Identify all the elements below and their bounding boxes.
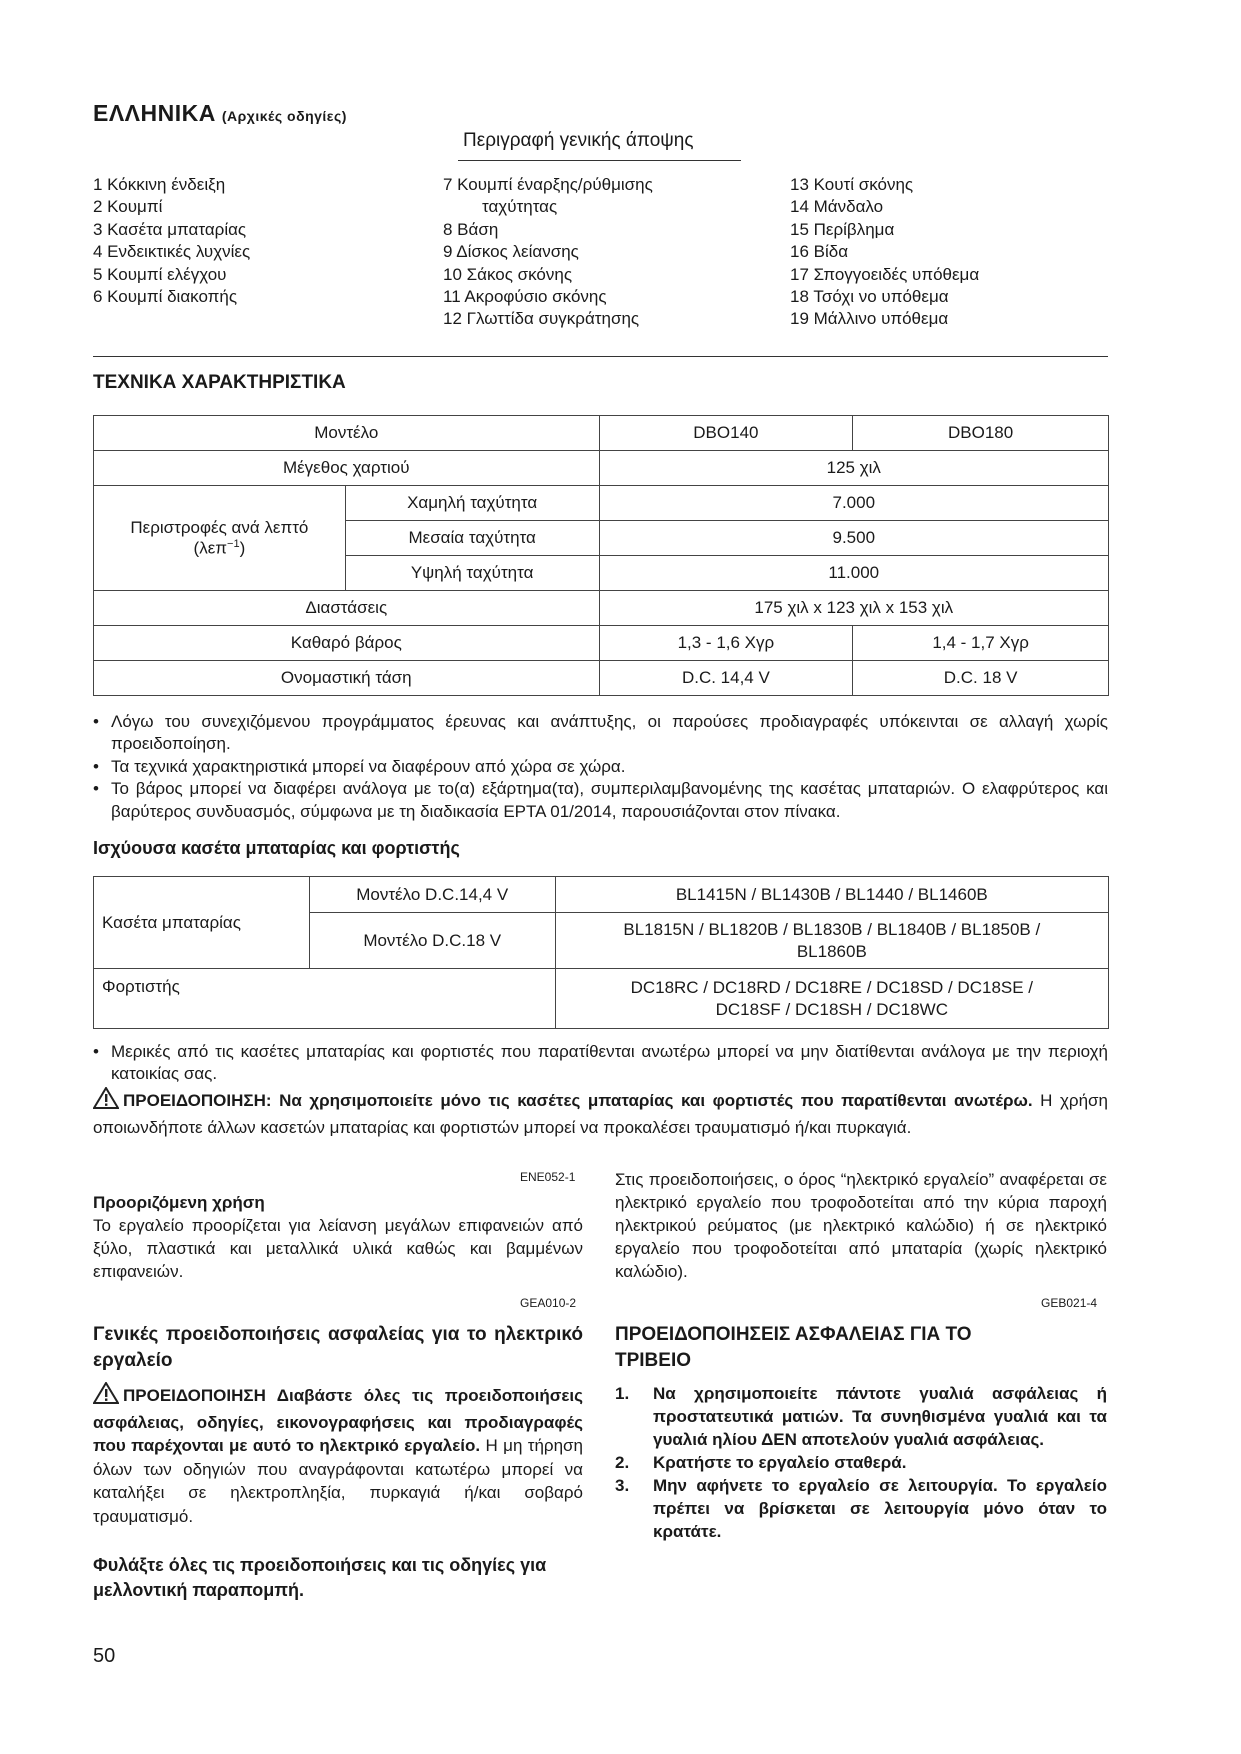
keep-instructions: Φυλάξτε όλες τις προειδοποιήσεις και τις οδηγίες για μελλοντική παραπομπή. bbox=[93, 1555, 547, 1600]
dimensions-label: Διαστάσεις bbox=[94, 591, 600, 626]
list-item: • Μερικές από τις κασέτες μπαταρίας και φορτιστές που παρατίθενται ανωτέρω μπορεί να μην διατίθενται ανάλογα με την περιοχή κατοικίας σας. bbox=[93, 1041, 1108, 1086]
sander-warnings-list bbox=[615, 1382, 1107, 1543]
charger-label: Φορτιστής bbox=[94, 969, 556, 1029]
overview-underline bbox=[458, 160, 741, 161]
warning-icon bbox=[93, 1087, 119, 1116]
overview-col-2: 7 Κουμπί έναρξης/ρύθμισης ταχύτητας 8 Βάση 9 Δίσκος λείανσης 10 Σάκος σκόνης 11 Ακροφύσιο σκόνης 12 Γλωττίδα συγκράτησης bbox=[443, 175, 653, 329]
specs-title: ΤΕΧΝΙΚΑ ΧΑΡΑΚΤΗΡΙΣΤΙΚΑ bbox=[93, 372, 346, 393]
section-divider bbox=[93, 356, 1108, 357]
list-item: 2. Κρατήστε το εργαλείο σταθερά. bbox=[615, 1453, 907, 1472]
specs-table bbox=[93, 415, 1109, 696]
voltage-a: D.C. 14,4 V bbox=[599, 661, 853, 696]
power-tool-term: Στις προειδοποιήσεις, ο όρος “ηλεκτρικό εργαλείο” αναφέρεται σε ηλεκτρικό εργαλείο που τροφοδοτείται από την κύρια παροχή ηλεκτρικού ρεύματος (με ηλεκτρικό καλώδιο) ή σε ηλεκτρικό εργαλείο που τροφοδοτείται από μπαταρία (χωρίς ηλεκτρικό καλώδιο). bbox=[615, 1170, 1107, 1281]
battery-title: Ισχύουσα κασέτα μπαταρίας και φορτιστής bbox=[93, 838, 460, 858]
rpm-label: Περιστροφές ανά λεπτό (λεπ$^{-1}$) bbox=[94, 486, 346, 591]
list-item: 3. Μην αφήνετε το εργαλείο σε λειτουργία. Το εργαλείο πρέπει να βρίσκεται σε λειτουργία μόνο όταν το κρατάτε. bbox=[615, 1476, 1107, 1541]
voltage-label: Ονομαστική τάση bbox=[94, 661, 600, 696]
dimensions-value: 175 χιλ x 123 χιλ x 153 χιλ bbox=[599, 591, 1108, 626]
intended-use-text: Το εργαλείο προορίζεται για λείανση μεγάλων επιφανειών από ξύλο, πλαστικά και μεταλλικά υλικά καθώς και βαμμένων επιφανειών. bbox=[93, 1216, 583, 1281]
general-warnings-title: Γενικές προειδοποιήσεις ασφαλείας για το ηλεκτρικό εργαλείο bbox=[93, 1324, 583, 1371]
battery-warning: ΠΡΟΕΙΔΟΠΟΙΗΣΗ: Να χρησιμοποιείτε μόνο τις κασέτες μπαταρίας και φορτιστές που παρατίθενται ανωτέρω. Η χρήση οποιωνδήποτε άλλων κασετών μπαταρίας και φορτιστών μπορεί να προκαλέσει τραυματισμό ή/και πυρκαγιά. bbox=[93, 1087, 1108, 1140]
voltage-b: D.C. 18 V bbox=[853, 661, 1109, 696]
low-speed-label: Χαμηλή ταχύτητα bbox=[345, 486, 599, 521]
mid-speed-label: Μεσαία ταχύτητα bbox=[345, 521, 599, 556]
overview-col-1: 1 Κόκκινη ένδειξη 2 Κουμπί 3 Κασέτα μπαταρίας 4 Ενδεικτικές λυχνίες 5 Κουμπί ελέγχου 6 Κουμπί διακοπής bbox=[93, 175, 251, 307]
weight-label: Καθαρό βάρος bbox=[94, 626, 600, 661]
paper-value: 125 χιλ bbox=[599, 451, 1108, 486]
model-label: Μοντέλο bbox=[94, 416, 600, 451]
code-ene052: ENE052-1 bbox=[520, 1170, 576, 1184]
model14-value: BL1415N / BL1430B / BL1440 / BL1460B bbox=[555, 877, 1108, 913]
battery-table bbox=[93, 876, 1109, 1029]
weight-b: 1,4 - 1,7 Χγρ bbox=[853, 626, 1109, 661]
model18-value: BL1815N / BL1820B / BL1830B / BL1840B / BL1850B / BL1860B bbox=[555, 913, 1108, 969]
page-number: 50 bbox=[93, 1645, 116, 1667]
charger-value: DC18RC / DC18RD / DC18RE / DC18SD / DC18SE / DC18SF / DC18SH / DC18WC bbox=[555, 969, 1108, 1029]
overview-title: Περιγραφή γενικής άποψης bbox=[463, 130, 694, 151]
high-speed-label: Υψηλή ταχύτητα bbox=[345, 556, 599, 591]
general-warning: ΠΡΟΕΙΔΟΠΟΙΗΣΗ Διαβάστε όλες τις προειδοποιήσεις ασφάλειας, οδηγίες, εικονογραφήσεις και προδιαγραφές που παρέχονται με αυτό το ηλεκτρικό εργαλείο. Η μη τήρηση όλων των οδηγιών που αναγράφονται κατωτέρω μπορεί να καταλήξει σε ηλεκτροπληξία, πυρκαγιά ή/και σοβαρό τραυματισμό. bbox=[93, 1382, 583, 1528]
model18-label: Μοντέλο D.C.18 V bbox=[309, 913, 555, 969]
sander-warnings-title: ΠΡΟΕΙΔΟΠΟΙΗΣΕΙΣ ΑΣΦΑΛΕΙΑΣ ΓΙΑ ΤΟ ΤΡΙΒΕΙΟ bbox=[615, 1324, 972, 1371]
weight-a: 1,3 - 1,6 Χγρ bbox=[599, 626, 853, 661]
list-item: • Λόγω του συνεχιζόμενου προγράμματος έρευνας και ανάπτυξης, οι παρούσες προδιαγραφές υπόκεινται σε αλλαγή χωρίς προειδοποίηση. bbox=[93, 711, 1108, 756]
language-heading: ΕΛΛΗΝΙΚΑ (Αρχικές οδηγίες) bbox=[93, 100, 347, 126]
model-a: DBO140 bbox=[599, 416, 853, 451]
battery-note bbox=[93, 1041, 1108, 1086]
paper-label: Μέγεθος χαρτιού bbox=[94, 451, 600, 486]
code-geb021: GEB021-4 bbox=[1041, 1296, 1098, 1310]
battery-label: Κασέτα μπαταρίας bbox=[94, 877, 310, 969]
language-subtitle: (Αρχικές οδηγίες) bbox=[221, 108, 347, 124]
list-item: 1. Να χρησιμοποιείτε πάντοτε γυαλιά ασφάλειας ή προστατευτικά ματιών. Τα συνηθισμένα γυαλιά και τα γυαλιά ηλίου ΔΕΝ αποτελούν γυαλιά ασφάλειας. bbox=[615, 1384, 1107, 1449]
list-item: • Το βάρος μπορεί να διαφέρει ανάλογα με το(α) εξάρτημα(τα), συμπεριλαμβανομένης της κασέτας μπαταριών. Ο ελαφρύτερος και βαρύτερος συνδυασμός, σύμφωνα με τη διαδικασία EPTA 01/2014, παρουσιάζονται στον πίνακα. bbox=[93, 778, 1108, 823]
list-item: • Τα τεχνικά χαρακτηριστικά μπορεί να διαφέρουν από χώρα σε χώρα. bbox=[93, 756, 1108, 778]
mid-speed-value: 9.500 bbox=[599, 521, 1108, 556]
intended-use-title: Προοριζόμενη χρήση bbox=[93, 1193, 265, 1212]
high-speed-value: 11.000 bbox=[599, 556, 1108, 591]
code-gea010: GEA010-2 bbox=[520, 1296, 577, 1310]
low-speed-value: 7.000 bbox=[599, 486, 1108, 521]
model-b: DBO180 bbox=[853, 416, 1109, 451]
warning-icon bbox=[93, 1382, 119, 1411]
overview-col-3: 13 Κουτί σκόνης 14 Μάνδαλο 15 Περίβλημα 16 Βίδα 17 Σπογγοειδές υπόθεμα 18 Τσόχι νο υπόθεμα 19 Μάλλινο υπόθεμα bbox=[790, 175, 980, 329]
spec-notes bbox=[93, 711, 1108, 823]
model14-label: Μοντέλο D.C.14,4 V bbox=[309, 877, 555, 913]
